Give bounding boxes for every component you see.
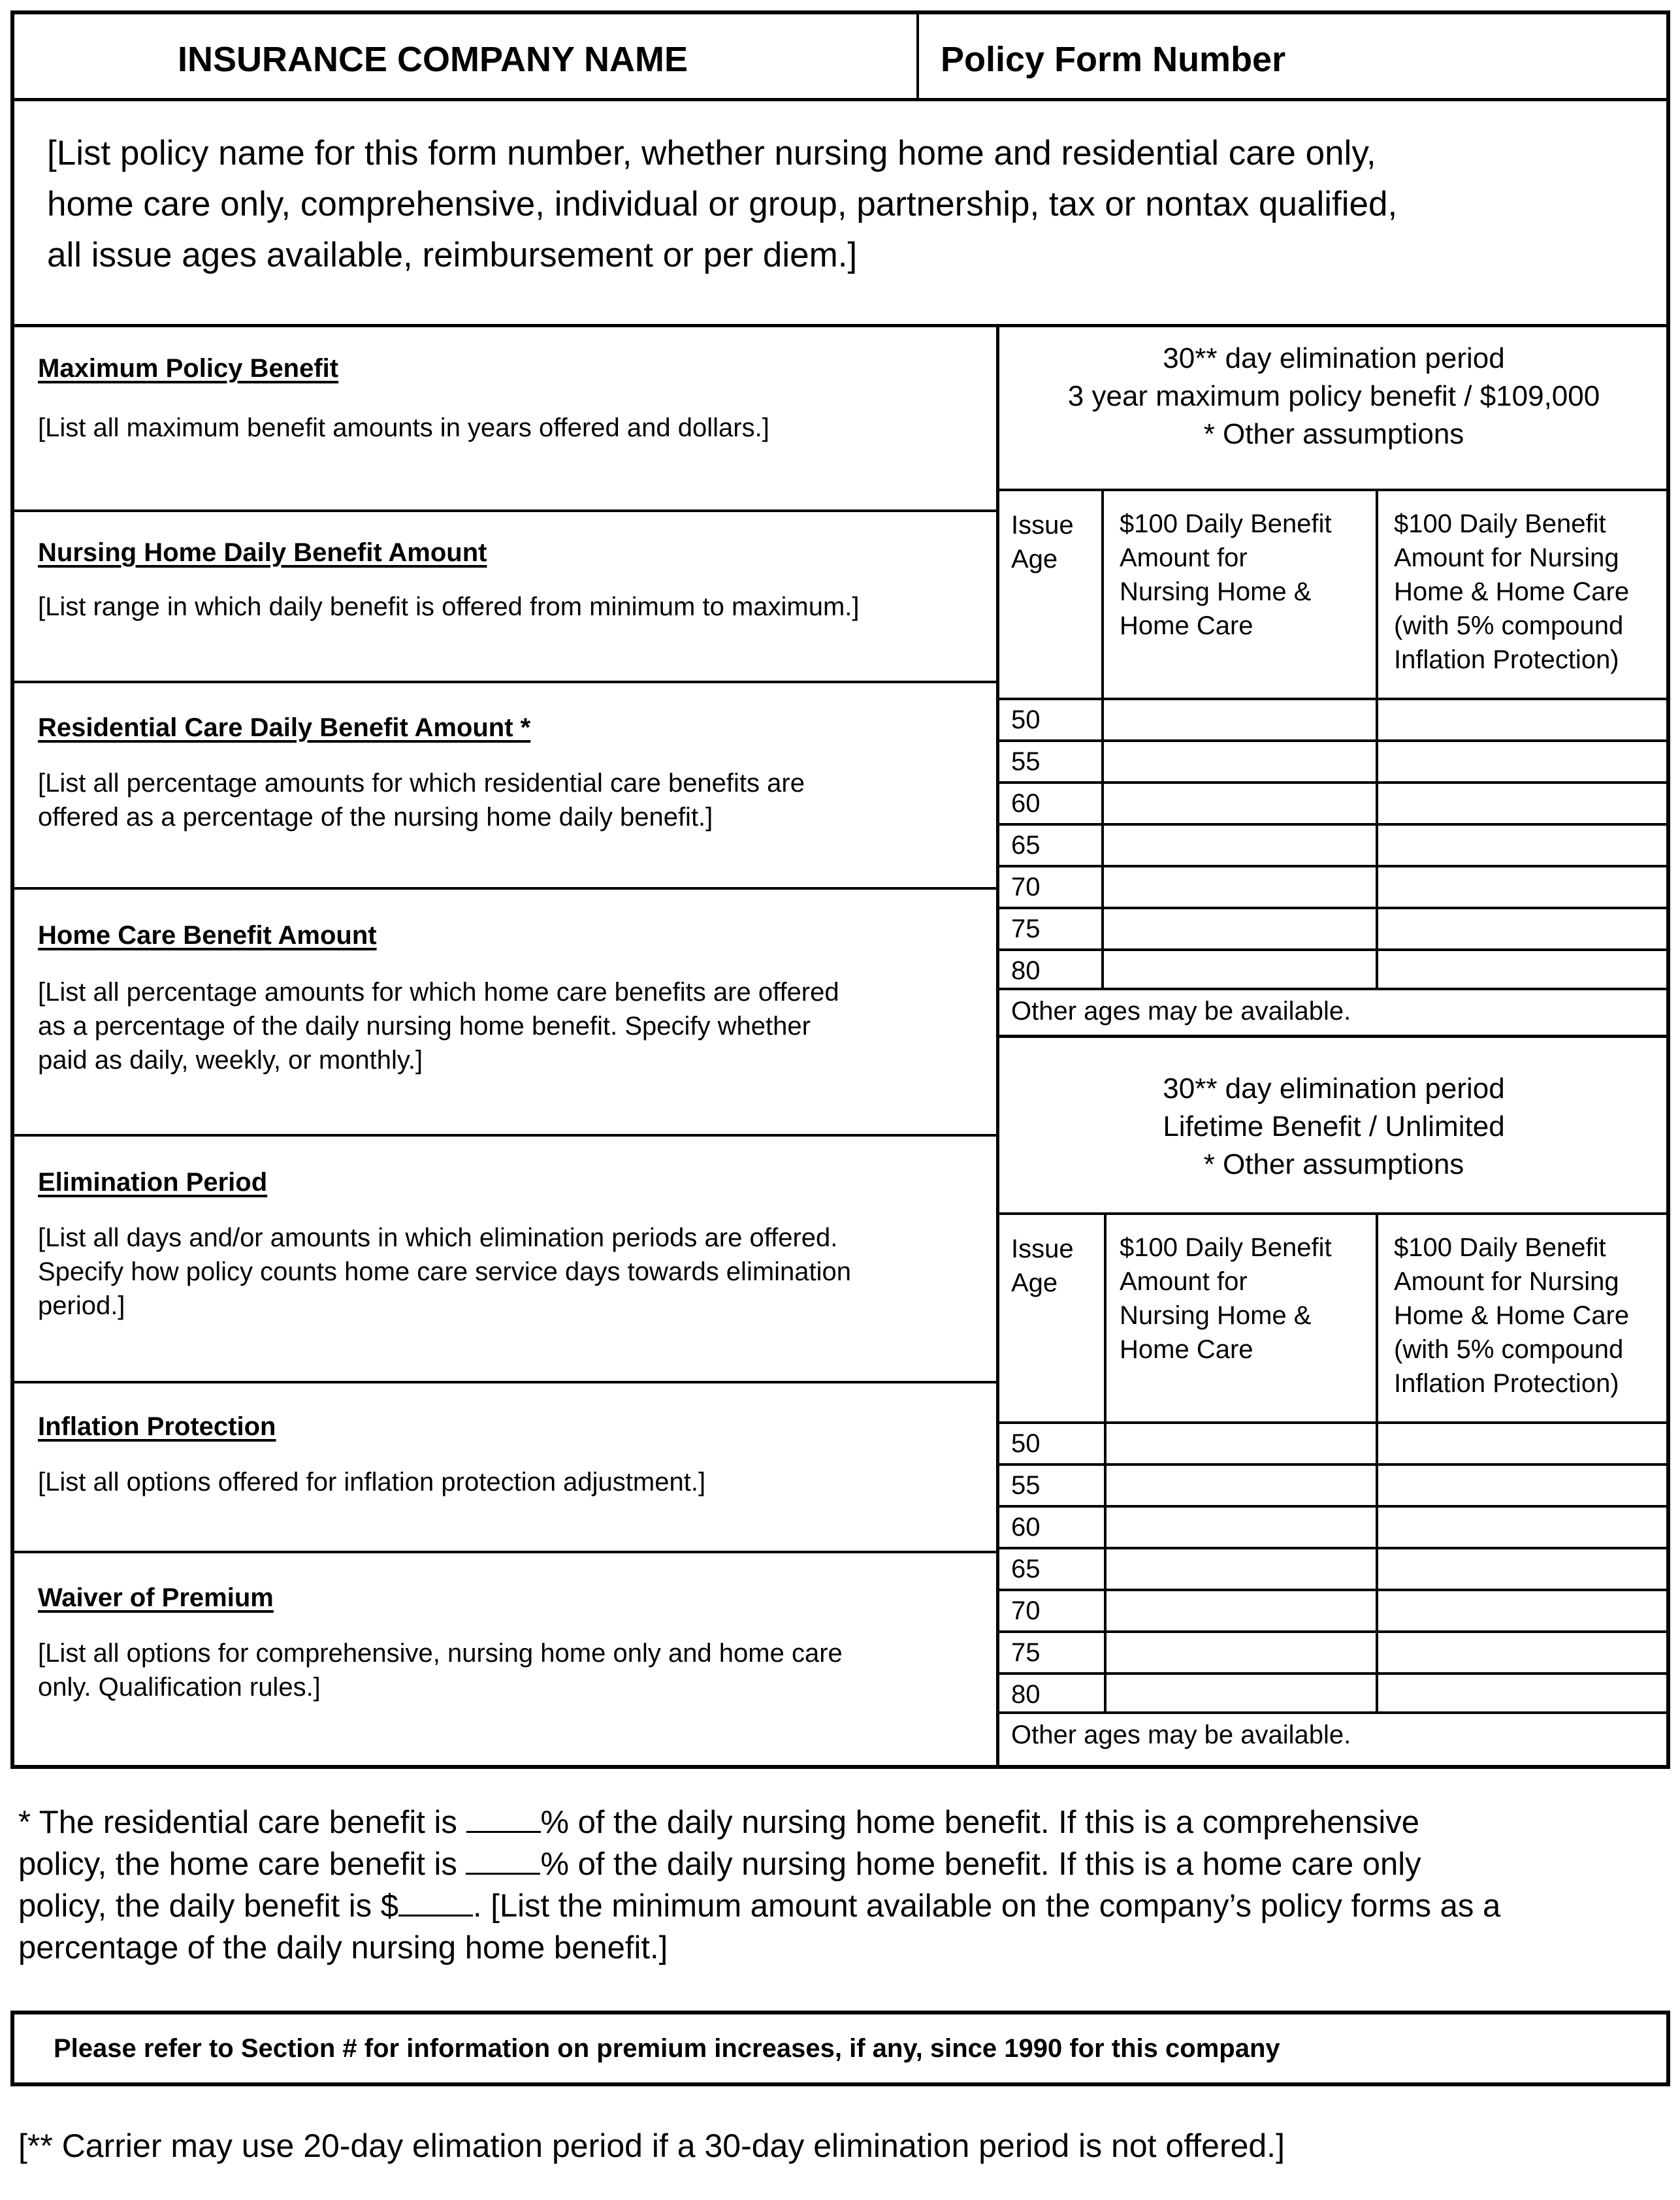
footnote-text: * The residential care benefit is xyxy=(18,1805,457,1840)
intro-line: home care only, comprehensive, individual or group, partnership, tax or nontax qualified, xyxy=(47,185,1398,223)
section-body-line: [List all days and/or amounts in which elimination periods are offered. xyxy=(38,1223,838,1252)
table2-row-line xyxy=(998,1630,1670,1633)
table2-row-line xyxy=(998,1505,1670,1508)
assumption-line: Lifetime Benefit / Unlimited xyxy=(1163,1110,1505,1142)
section-rule xyxy=(10,1381,997,1383)
section-body-line: [List all maximum benefit amounts in years offered and dollars.] xyxy=(38,413,769,442)
header-line: Home & Home Care xyxy=(1394,577,1630,606)
section-body-line: only. Qualification rules.] xyxy=(38,1673,321,1702)
table2-other-ages: Other ages may be available. xyxy=(1011,1721,1351,1749)
table2-row-line xyxy=(998,1463,1670,1466)
section-body-line: [List all percentage amounts for which residential care benefits are xyxy=(38,769,805,798)
section-body xyxy=(38,590,978,624)
table1-row-line xyxy=(998,698,1670,700)
home-care-percent-blank[interactable] xyxy=(466,1873,540,1875)
table1-age: 50 xyxy=(1011,705,1041,734)
table1-col-line xyxy=(1376,489,1378,989)
section-body xyxy=(38,1465,978,1499)
policy-form-number: Policy Form Number xyxy=(941,40,1286,79)
section-rule xyxy=(10,1134,997,1137)
table1-row-line xyxy=(998,907,1670,909)
table2-row-line xyxy=(998,1672,1670,1675)
intro-line: all issue ages available, reimbursement or per diem.] xyxy=(47,236,858,274)
header-line: Nursing Home & xyxy=(1120,1301,1312,1330)
section-body-line: [List all percentage amounts for which home care benefits are offered xyxy=(38,978,839,1007)
table1-col-benefit-b xyxy=(1394,507,1629,677)
header-line: Nursing Home & xyxy=(1120,577,1312,606)
table2-assumptions-rule xyxy=(998,1212,1670,1215)
header-line: $100 Daily Benefit xyxy=(1120,510,1332,538)
table2-row-line xyxy=(998,1589,1670,1591)
footnote-text: policy, the home care benefit is xyxy=(18,1847,457,1882)
intro-block xyxy=(47,128,1654,281)
header-line: Inflation Protection) xyxy=(1394,1369,1619,1398)
section-rule xyxy=(10,510,997,512)
table1-age: 80 xyxy=(1011,956,1041,985)
footnote-text: policy, the daily benefit is $ xyxy=(18,1888,398,1924)
header-line: Home & Home Care xyxy=(1394,1301,1630,1330)
table1-assumptions xyxy=(999,340,1668,453)
table2-col-line xyxy=(1104,1212,1107,1713)
intro-line: [List policy name for this form number, whether nursing home and residential care only, xyxy=(47,134,1376,172)
table2-row-line xyxy=(998,1547,1670,1549)
header-line: Age xyxy=(1011,1269,1058,1297)
table2-col-benefit-a xyxy=(1120,1231,1332,1367)
assumption-line: * Other assumptions xyxy=(1203,418,1464,450)
header-line: $100 Daily Benefit xyxy=(1120,1233,1332,1262)
assumption-line: 30** day elimination period xyxy=(1163,342,1505,374)
section-body-line: offered as a percentage of the nursing home daily benefit.] xyxy=(38,803,713,832)
table2-row-line xyxy=(998,1421,1670,1424)
table2-age: 80 xyxy=(1011,1680,1041,1709)
table2-age: 50 xyxy=(1011,1429,1041,1458)
header-line: (with 5% compound xyxy=(1394,1335,1624,1364)
header-line: Age xyxy=(1011,545,1058,574)
header-line: Amount for xyxy=(1120,1267,1248,1296)
table1-row-line xyxy=(998,948,1670,951)
header-line: $100 Daily Benefit xyxy=(1394,510,1606,538)
section-body-line: paid as daily, weekly, or monthly.] xyxy=(38,1046,423,1075)
section-body xyxy=(38,411,978,445)
table1-other-ages: Other ages may be available. xyxy=(1011,997,1351,1026)
header-line: Home Care xyxy=(1120,1335,1253,1364)
table1-age: 75 xyxy=(1011,914,1041,943)
footnote-line: percentage of the daily nursing home benefit.] xyxy=(18,1930,668,1965)
header-line: Issue xyxy=(1011,1235,1074,1263)
section-inflation-protection xyxy=(38,1412,978,1499)
footnote-line xyxy=(18,1885,1664,1927)
table2-age: 60 xyxy=(1011,1513,1041,1542)
premium-reference-box xyxy=(10,2011,1670,2086)
section-rule xyxy=(10,887,997,890)
footnote xyxy=(18,1802,1664,1969)
section-nursing-home-daily-benefit xyxy=(38,538,978,624)
table1-assumptions-rule xyxy=(998,489,1670,491)
section-body-line: [List range in which daily benefit is offered from minimum to maximum.] xyxy=(38,592,860,621)
company-name: INSURANCE COMPANY NAME xyxy=(178,40,688,79)
table1-row-line xyxy=(998,865,1670,867)
footnote-text: % of the daily nursing home benefit. If this is a home care only xyxy=(540,1847,1421,1882)
header-line: Amount for Nursing xyxy=(1394,543,1619,572)
premium-reference-text: Please refer to Section # for information on premium increases, if any, since 1990 for this company xyxy=(54,2034,1280,2063)
table2-assumptions xyxy=(999,1070,1668,1184)
header-divider xyxy=(916,10,919,99)
footnote-text: . [List the minimum amount available on the company’s policy forms as a xyxy=(472,1888,1501,1924)
table1-age: 65 xyxy=(1011,831,1041,860)
footnote-line xyxy=(18,1843,1664,1885)
section-home-care-benefit xyxy=(38,921,978,1077)
section-heading: Waiver of Premium xyxy=(38,1583,274,1612)
table2-age: 75 xyxy=(1011,1638,1041,1667)
header-line: $100 Daily Benefit xyxy=(1394,1233,1606,1262)
carrier-note: [** Carrier may use 20-day elimation period if a 30-day elimination period is not offered.] xyxy=(18,2127,1285,2164)
section-heading: Nursing Home Daily Benefit Amount xyxy=(38,538,487,567)
table1-age: 70 xyxy=(1011,873,1041,901)
table1-col-line xyxy=(1101,489,1104,989)
section-heading: Elimination Period xyxy=(38,1168,268,1197)
table2-row-line xyxy=(998,1711,1670,1714)
section-maximum-policy-benefit xyxy=(38,354,978,445)
section-elimination-period xyxy=(38,1168,978,1323)
header-line: (with 5% compound xyxy=(1394,611,1624,640)
table1-col-benefit-a xyxy=(1120,507,1332,643)
section-body-line: [List all options for comprehensive, nursing home only and home care xyxy=(38,1639,843,1668)
header-line: Issue xyxy=(1011,511,1074,540)
table1-age: 55 xyxy=(1011,747,1041,776)
table1-row-line xyxy=(998,781,1670,784)
section-body-line: Specify how policy counts home care service days towards elimination xyxy=(38,1257,852,1286)
header-line: Amount for Nursing xyxy=(1394,1267,1619,1296)
section-residential-care-daily-benefit xyxy=(38,713,978,834)
section-body xyxy=(38,766,978,834)
assumption-line: 30** day elimination period xyxy=(1163,1073,1505,1105)
daily-benefit-blank[interactable] xyxy=(398,1915,473,1917)
section-body-line: as a percentage of the daily nursing home benefit. Specify whether xyxy=(38,1012,811,1041)
intro-rule xyxy=(10,324,1670,327)
section-body xyxy=(38,1221,978,1323)
table1-col-issue-age xyxy=(1011,508,1074,576)
section-body xyxy=(38,975,978,1077)
section-heading: Home Care Benefit Amount xyxy=(38,921,377,950)
header-line: Home Care xyxy=(1120,611,1253,640)
table2-age: 65 xyxy=(1011,1555,1041,1583)
table1-row-line xyxy=(998,739,1670,742)
section-body xyxy=(38,1636,978,1704)
table1-age: 60 xyxy=(1011,789,1041,818)
section-body-line: period.] xyxy=(38,1291,125,1320)
section-heading: Residential Care Daily Benefit Amount * xyxy=(38,713,531,742)
section-body-line: [List all options offered for inflation protection adjustment.] xyxy=(38,1468,706,1496)
section-rule xyxy=(10,1551,997,1553)
assumption-line: * Other assumptions xyxy=(1203,1148,1464,1180)
assumption-line: 3 year maximum policy benefit / $109,000 xyxy=(1067,380,1600,412)
table2-age: 55 xyxy=(1011,1471,1041,1500)
section-waiver-of-premium xyxy=(38,1583,978,1704)
table2-col-benefit-b xyxy=(1394,1231,1629,1400)
footnote-line xyxy=(18,1802,1664,1843)
table2-age: 70 xyxy=(1011,1596,1041,1625)
section-heading: Maximum Policy Benefit xyxy=(38,354,339,383)
header-line: Inflation Protection) xyxy=(1394,645,1619,674)
residential-percent-blank[interactable] xyxy=(466,1831,541,1833)
header-rule xyxy=(10,98,1670,101)
section-rule xyxy=(10,681,997,683)
table1-row-line xyxy=(998,988,1670,990)
table-separator xyxy=(998,1035,1670,1038)
header-line: Amount for xyxy=(1120,543,1248,572)
footnote-text: % of the daily nursing home benefit. If this is a comprehensive xyxy=(540,1805,1419,1840)
table1-row-line xyxy=(998,823,1670,826)
table2-col-line xyxy=(1376,1212,1378,1713)
table2-col-issue-age xyxy=(1011,1232,1074,1300)
section-heading: Inflation Protection xyxy=(38,1412,276,1441)
